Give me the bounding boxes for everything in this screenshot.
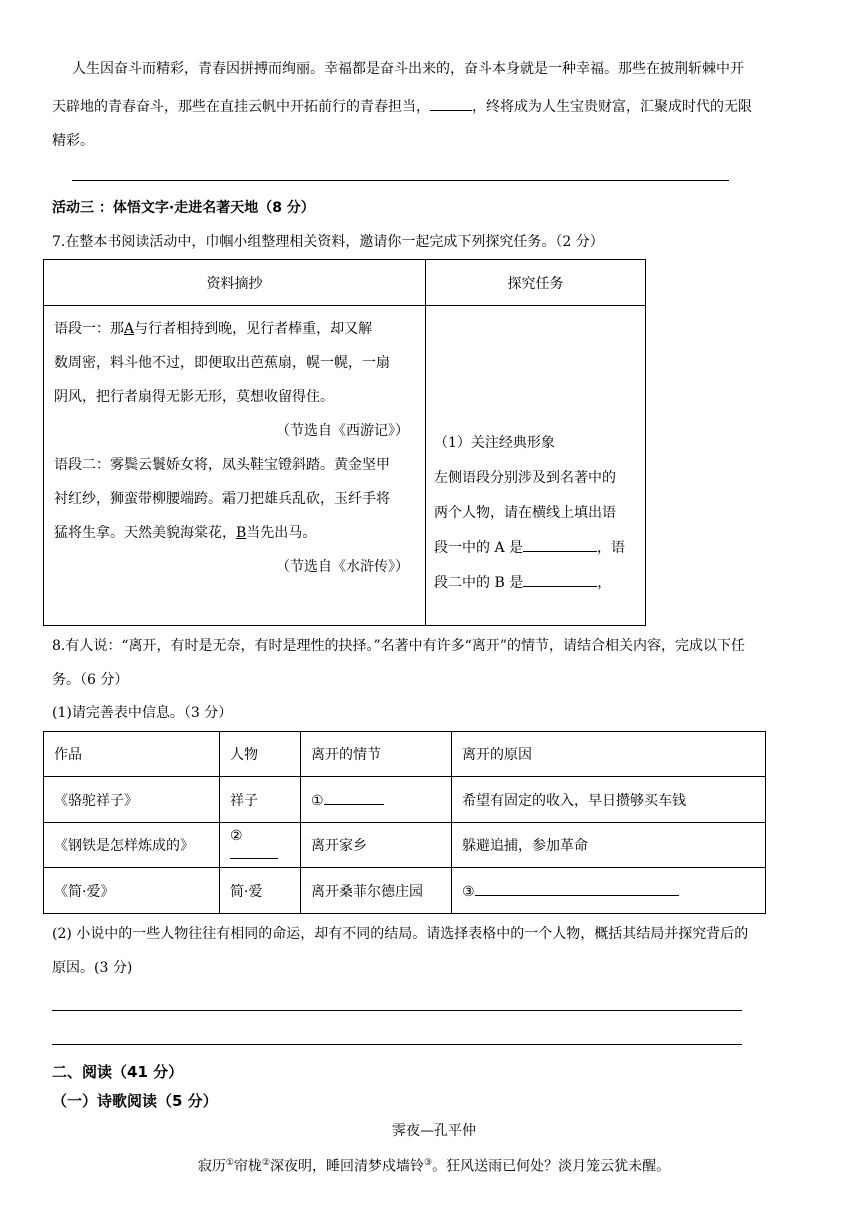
q7-task-cell [426, 306, 646, 626]
answer-blank-1[interactable] [324, 790, 384, 805]
p1-line-3: 阴风，把行者扇得无影无形，莫想收留得住。 [54, 389, 334, 405]
q8-prompt-line-2: 务。（6 分） [52, 672, 129, 688]
p2-line-2: 衬红纱，狮蛮带柳腰端跨。霜刀把雄兵乱砍，玉纤手将 [54, 491, 390, 507]
blank-B-label: B [236, 525, 247, 541]
table-row [44, 823, 766, 868]
cell-person: 简·爱 [220, 868, 301, 914]
q8-sub2-line-2: 原因。(3 分) [52, 960, 133, 976]
intro-line-2-b: ，终将成为人生宝贵财富，汇聚成时代的无限 [472, 99, 752, 115]
cell-work: 《简·爱》 [44, 868, 220, 914]
answer-line[interactable] [52, 1010, 742, 1011]
cell-work: 《骆驼祥子》 [44, 777, 220, 823]
task-line-4: 段一中的 A 是 ，语 [434, 531, 635, 566]
cell-reason: ③ [452, 868, 766, 914]
q7-header-task: 探究任务 [426, 260, 646, 306]
task-line-1: （1）关注经典形象 [434, 435, 555, 451]
q8-header-plot: 离开的情节 [301, 732, 452, 777]
activity-3-title: 活动三 ：体悟文字·走进名著天地（8 分） [52, 200, 315, 216]
q7-header-material: 资料摘抄 [44, 260, 426, 306]
intro-line-2-a: 天辟地的青春奋斗，那些在直挂云帆中开拓前行的青春担当， [52, 99, 430, 115]
q8-sub2-line-1: (2) 小说中的一些人物往往有相同的命运，却有不同的结局。请选择表格中的一个人物，概括其结局并探究背后的 [52, 926, 749, 942]
cell-reason: 躲避追捕，参加革命 [452, 823, 766, 868]
q8-prompt-line-1: 8.有人说：“离开，有时是无奈，有时是理性的抉择。”名著中有许多“离开”的情节，请结合相关内容，完成以下任 [52, 638, 745, 654]
answer-blank-A[interactable] [523, 537, 597, 552]
task-line-5: 段二中的 B 是 ， [434, 566, 635, 601]
answer-line[interactable] [52, 1044, 742, 1045]
p2-line-3: 猛将生拿。天然美貌海棠花，B当先出马。 [54, 525, 317, 541]
cell-plot: 离开家乡 [301, 823, 452, 868]
intro-line-3: 精彩。 [52, 133, 94, 149]
cell-plot: 离开桑菲尔德庄园 [301, 868, 452, 914]
section-2-title: 二、阅读（41 分） [52, 1063, 184, 1081]
q7-prompt: 7.在整本书阅读活动中，巾帼小组整理相关资料，邀请你一起完成下列探究任务。（2 分） [52, 234, 604, 250]
q8-table [43, 731, 766, 914]
cell-reason: 希望有固定的收入，早日攒够买车钱 [452, 777, 766, 823]
p2-source: （节选自《水浒传》） [276, 559, 409, 575]
answer-line[interactable] [72, 180, 729, 181]
intro-blank[interactable] [430, 96, 472, 111]
p1-line-1: 语段一：那A与行者相持到晚，见行者棒重，却又解 [54, 321, 373, 337]
intro-line-2 [52, 88, 752, 126]
answer-blank-3[interactable] [475, 881, 679, 896]
cell-work: 《钢铁是怎样炼成的》 [44, 823, 220, 868]
section-2-sub: （一）诗歌阅读（5 分） [52, 1092, 218, 1110]
cell-person: ② [220, 823, 301, 868]
cell-person: 祥子 [220, 777, 301, 823]
poem-line: 寂历①帘栊②深夜明，睡回清梦戍墙铃③。狂风送雨已何处？淡月笼云犹未醒。 [197, 1158, 671, 1175]
p1-source: （节选自《西游记》） [276, 423, 409, 439]
q7-material-cell [44, 306, 426, 626]
task-line-2: 左侧语段分别涉及到名著中的 [434, 470, 616, 486]
answer-blank-B[interactable] [523, 572, 597, 587]
q8-header-work: 作品 [44, 732, 220, 777]
q8-header-reason: 离开的原因 [452, 732, 766, 777]
blank-A-label: A [124, 321, 135, 337]
task-line-3: 两个人物，请在横线上填出语 [434, 505, 616, 521]
p2-line-1: 语段二：雾鬓云鬟娇女将，凤头鞋宝镫斜踏。黄金坚甲 [54, 457, 390, 473]
cell-plot: ① [301, 777, 452, 823]
poem-title: 霁夜—孔平仲 [392, 1123, 476, 1139]
answer-blank-2[interactable] [230, 844, 278, 859]
q8-sub1: (1)请完善表中信息。（3 分） [52, 705, 233, 721]
q7-table [43, 259, 646, 626]
q8-header-person: 人物 [220, 732, 301, 777]
table-row [44, 777, 766, 823]
table-row [44, 868, 766, 914]
p1-line-2: 数周密，料斗他不过，即便取出芭蕉扇，幌一幌，一扇 [54, 355, 390, 371]
intro-line-1: 人生因奋斗而精彩，青春因拼搏而绚丽。幸福都是奋斗出来的，奋斗本身就是一种幸福。那些在披荆斩棘中开 [72, 61, 744, 77]
